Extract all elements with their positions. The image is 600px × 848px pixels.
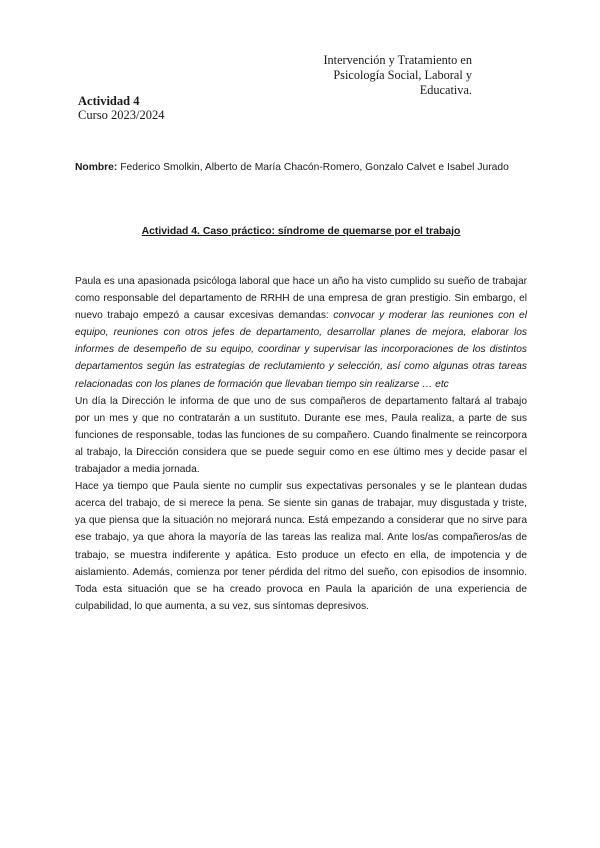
course-header bbox=[300, 53, 472, 98]
section-title: Actividad 4. Caso práctico: síndrome de quemarse por el trabajo bbox=[141, 226, 461, 237]
paragraph-1-task-list: convocar y moderar las reuniones con el equipo, reuniones con otros jefes de departamento, desarrollar planes de mejora, elaborar los informes de desempeño de su equipo, coordinar y supervisar las incorporaciones de los distintos departamentos según las estrategias de reclutamiento y selección, así como algunas otras tareas relacionadas con los planes de formación que llevaban tiempo sin realizarse … etc bbox=[75, 310, 527, 390]
activity-title: Actividad 4 bbox=[78, 94, 140, 108]
case-text bbox=[75, 273, 527, 615]
paragraph-3: Hace ya tiempo que Paula siente no cumplir sus expectativas personales y se le plantean dudas acerca del trabajo, de si merece la pena. Se siente sin ganas de trabajar, muy disgustada y triste, ya que piensa que la situación no mejorará nunca. Está empezando a considerar que no sirve para ese trabajo, ya que ahora la mayoría de las tareas las realiza mal. Ante los/as compañeros/as de trabajo, se muestra indiferente y apática. Esto produce un efecto en ella, de impotencia y de aislamiento. Además, comienza por tener pérdida del ritmo del sueño, con episodios de insomnio. Toda esta situación que se ha creado provoca en Paula la aparición de una experiencia de culpabilidad, lo que aumenta, a su vez, sus síntomas depresivos. bbox=[75, 481, 527, 612]
paragraph-2: Un día la Dirección le informa de que uno de sus compañeros de departamento faltará al trabajo por un mes y que no contratarán a un sustituto. Durante ese mes, Paula realiza, a parte de sus funciones de responsable, todas las funciones de su compañero. Cuando finalmente se reincorpora al trabajo, la Dirección considera que se puede seguir como en ese último mes y decide pasar el trabajador a media jornada. bbox=[75, 395, 527, 476]
header-line-3: Educativa. bbox=[419, 83, 472, 97]
header-line-1: Intervención y Tratamiento en bbox=[323, 53, 472, 67]
authors-label: Nombre: bbox=[75, 162, 118, 173]
paragraph-1-text: Paula es una apasionada psicóloga laboral que hace un año ha visto cumplido su sueño de trabajar como responsable del departamento de RRHH de una empresa de gran prestigio. Sin embargo, el nuevo trabajo empezó a causar excesivas demandas: bbox=[75, 276, 527, 322]
header-line-2: Psicología Social, Laboral y bbox=[333, 68, 472, 82]
course-year: Curso 2023/2024 bbox=[78, 108, 165, 122]
paragraph-1 bbox=[75, 273, 527, 393]
authors-names: Federico Smolkin, Alberto de María Chacón-Romero, Gonzalo Calvet e Isabel Jurado bbox=[117, 162, 509, 173]
authors-line bbox=[75, 155, 527, 180]
